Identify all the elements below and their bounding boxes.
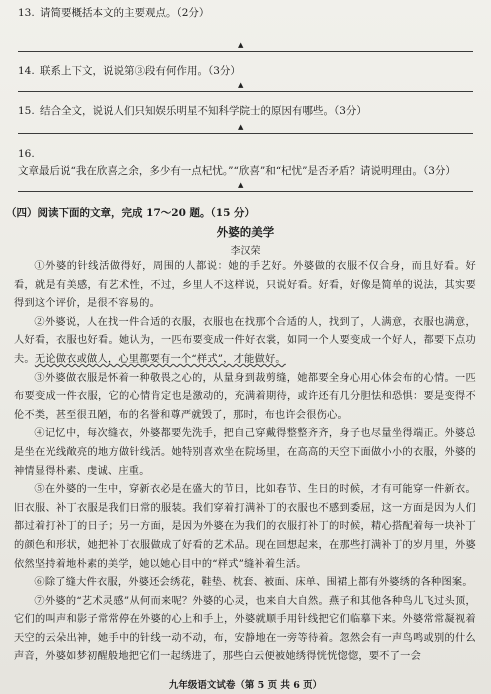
answer-mark-icon: ▲ — [238, 123, 244, 131]
article-body — [14, 258, 476, 667]
answer-line[interactable] — [18, 191, 473, 192]
article-author: 李汉荣 — [230, 246, 261, 257]
underlined-sentence: 无论做衣或做人，心里都要有一个“样式”，才能做好。 — [34, 353, 286, 365]
page-footer: 九年级语文试卷（第 5 页 共 6 页） — [168, 680, 323, 691]
paragraph-2 — [14, 314, 476, 370]
question-number: 13. — [18, 7, 35, 19]
paragraph-text: ⑦外婆的“艺术灵感”从何而来呢？外婆的心灵，也来自大自然。燕子和其他各种鸟儿飞过头顶，它们的叫声和影子常常停在外婆的心上和手上，外婆就顺手用针线把它们临摹下来。外婆常常凝视着天空的云朵出神，她手中的针线一动不动，布，安静地在一旁等待着。忽然会有一声鸟鸣或别的什么声音，外婆如梦初醒般地把它们一起绣进了，那些白云便被她绣得恍恍惚惚，要不了一会 — [14, 595, 476, 663]
answer-mark-icon: ▲ — [238, 81, 244, 89]
paragraph-6 — [14, 574, 476, 593]
question-15 — [18, 104, 476, 119]
answer-line[interactable] — [18, 91, 473, 92]
paragraph-5 — [14, 481, 476, 574]
question-16 — [18, 146, 476, 180]
paragraph-text: ①外婆的针线活做得好，周围的人都说：她的手艺好。外婆做的衣服不仅合身，而且好看。好看，就是有美感，有艺术性，不过，乡里人不这样说，只说好看。好看，好像是简单的说法，其实要得到这个评价，是很不容易的。 — [14, 261, 476, 310]
paragraph-text: ⑥除了缝大件衣服，外婆还会绣花，鞋垫、枕套、被面、床单、围裙上都有外婆绣的各种图案。 — [34, 577, 473, 589]
question-number: 15. — [18, 105, 35, 117]
article-title: 外婆的美学 — [216, 225, 275, 239]
question-number: 16. — [18, 148, 35, 160]
paragraph-4 — [14, 425, 476, 481]
question-text: 请简要概括本文的主要观点。（2分） — [40, 7, 210, 19]
question-text: 文章最后说“我在欣喜之余，多少有一点杞忧。”“欣喜”和“杞忧”是否矛盾？请说明理由。（3分） — [18, 165, 456, 177]
question-13 — [18, 6, 476, 21]
paragraph-text: ④记忆中，每次缝衣，外婆都要先洗手，把自己穿戴得整整齐齐，身子也尽量坐得端正。外婆总是坐在光线敞亮的地方做针线活。她特别喜欢坐在院场里，在高高的天空下面做小小的衣服，外婆的神情显得朴素、虔诚、庄重。 — [14, 428, 476, 477]
question-text: 结合全文，说说人们只知娱乐明星不知科学院士的原因有哪些。（3分） — [40, 105, 367, 117]
paragraph-text: ②外婆说，人在找一件合适的衣服，衣服也在找那个合适的人，找到了，人满意，衣服也满意，人好看，衣服也好看。她认为，一匹布要变成一件好衣裳，如同一个人要变成一个好人，都要下点功夫。 — [14, 316, 476, 365]
section-heading: （四）阅读下面的文章，完成 17～20 题。（15 分） — [6, 207, 256, 219]
paragraph-text: ⑤在外婆的一生中，穿新衣必是在盛大的节日，比如春节、生日的时候，才有可能穿一件新衣。旧衣服、补丁衣服是我们日常的服装。我们穿着打满补丁的衣服也不感到委屈，这一方面是因为人们都过着打补丁的日子；另一方面，是因为外婆在为我们的衣服打补丁的时候，精心搭配着每一块补丁的颜色和形状，她把补丁衣服做成了好看的艺术品。现在回想起来，在那些打满补丁的岁月里，外婆依然坚持着地朴素的美学，她以她心目中的“样式”缝补着生活。 — [14, 484, 476, 570]
answer-line[interactable] — [18, 51, 473, 52]
paragraph-7 — [14, 593, 476, 667]
paragraph-3 — [14, 370, 476, 426]
question-14 — [18, 64, 476, 79]
paragraph-text: ③外婆做衣服是怀着一种敬畏之心的，从量身到裁剪缝，她都要全身心用心体会布的心情。一匹布要变成一件衣服，它的心情肯定也是激动的，充满着期待，或许还有几分胆怯和恐惧：要是变得不伦不类，甚至很丑陋，布的名誉和尊严就毁了，那时，布也许会很伤心。 — [14, 372, 476, 421]
answer-mark-icon: ▲ — [238, 181, 244, 189]
answer-mark-icon: ▲ — [238, 41, 244, 49]
question-number: 14. — [18, 65, 35, 77]
answer-line[interactable] — [18, 133, 473, 134]
paragraph-1 — [14, 258, 476, 314]
question-text: 联系上下文，说说第③段有何作用。（3分） — [40, 65, 241, 77]
